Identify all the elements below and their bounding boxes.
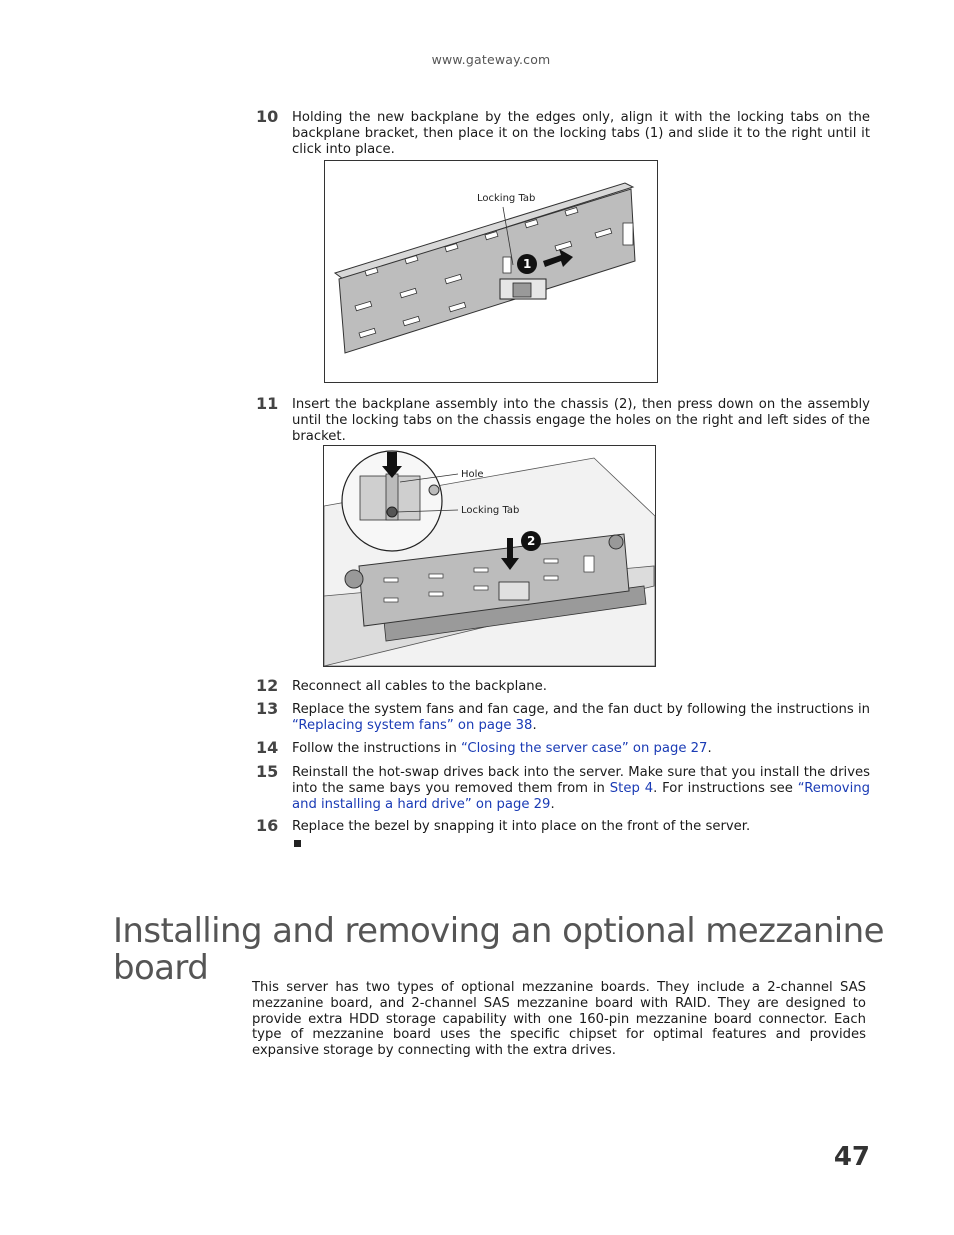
step-12 [256, 676, 870, 695]
step-text-part: Reinstall the hot-swap drives back into the server. Make sure that you install the drives into the same bays you removed them from in [292, 765, 870, 796]
step-text: Replace the bezel by snapping it into place on the front of the server. [292, 819, 751, 834]
page-number: 47 [833, 1142, 870, 1172]
step-text [292, 702, 870, 734]
step-number: 10 [256, 107, 279, 126]
step-text-part: . [707, 741, 712, 756]
removing-installing-hard-drive-link[interactable]: “Removing and installing a hard drive” on page 29 [292, 780, 871, 812]
backplane-chassis-illustration [323, 445, 656, 667]
replacing-system-fans-link[interactable]: “Replacing system fans” on page 38 [292, 717, 533, 733]
step-text-part: Follow the instructions in [292, 741, 462, 756]
step-14 [256, 738, 870, 757]
hole-label: Hole [461, 469, 484, 480]
step-number: 14 [256, 738, 279, 757]
step-text: Insert the backplane assembly into the chassis (2), then press down on the assembly until the locking tabs on the chassis engage the holes on the right and left sides of the bracket. [292, 397, 870, 444]
step-text [292, 765, 870, 812]
closing-server-case-link[interactable]: “Closing the server case” on page 27 [461, 741, 708, 756]
step-number: 15 [256, 762, 279, 781]
step-text-part: Replace the system fans and fan cage, and the fan duct by following the instructions in [292, 702, 870, 717]
locking-tab-label: Locking Tab [477, 193, 536, 204]
callout-2: 2 [527, 534, 536, 548]
section-heading: Installing and removing an optional mezzanine board [113, 910, 884, 988]
step-11 [256, 394, 870, 444]
step-text-part: . For instructions see [653, 780, 798, 796]
step-text: Reconnect all cables to the backplane. [292, 679, 547, 694]
end-of-procedure-square-icon [294, 840, 301, 847]
step-text: Holding the new backplane by the edges only, align it with the locking tabs on the backplane bracket, then place it on the locking tabs (1) and slide it to the right until it click into place. [292, 110, 870, 157]
backplane-locking-tab-illustration [324, 160, 658, 383]
section-body: This server has two types of optional mezzanine boards. They include a 2-channel SAS mezzanine board, and 2-channel SAS mezzanine board with RAID. They are designed to provide extra HDD storage capability with one 160-pin mezzanine board connector. Each type of mezzanine board uses the specific chipset for optimal features and provides expansive storage by connecting with the extra drives. [252, 980, 866, 1059]
step-number: 12 [256, 676, 279, 695]
step-16 [256, 816, 870, 835]
callout-1: 1 [523, 257, 532, 271]
step-13 [256, 699, 870, 734]
step-15 [256, 762, 871, 812]
step-10 [256, 107, 870, 157]
step-number: 13 [256, 699, 279, 718]
step-text [292, 741, 870, 757]
header-url: www.gateway.com [431, 52, 551, 67]
step-4-link[interactable]: Step 4 [609, 780, 654, 796]
step-number: 16 [256, 816, 279, 835]
step-number: 11 [256, 394, 279, 413]
step-text-part: . [532, 717, 537, 733]
locking-tab-label: Locking Tab [461, 505, 520, 516]
step-text-part: . [550, 796, 555, 812]
